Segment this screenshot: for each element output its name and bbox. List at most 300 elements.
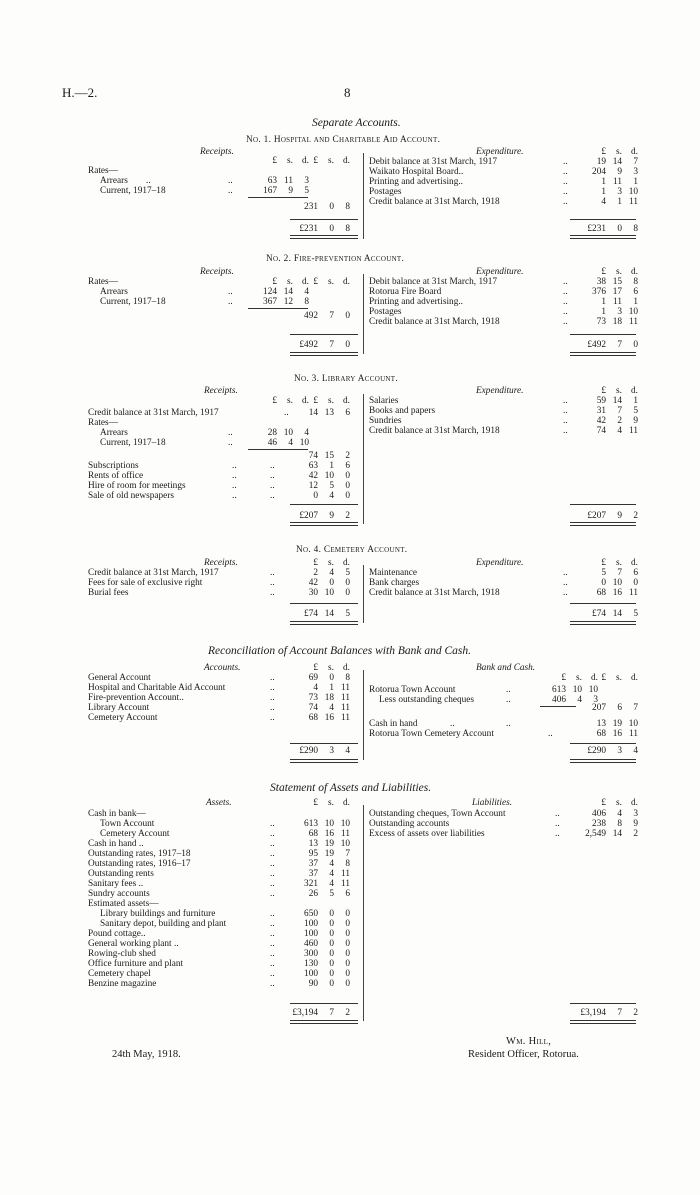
leader-dots: .. (228, 287, 233, 297)
expenditure-item: Salaries (369, 396, 399, 406)
cur-e-s: s. (616, 386, 622, 396)
rates-total-shillings: 15 (324, 451, 334, 461)
account-title: No. 3. Library Account. (294, 374, 398, 384)
cur-r2-d: d. (631, 673, 638, 683)
liability-item: Outstanding accounts (369, 819, 450, 829)
leader-dots: .. (270, 491, 275, 501)
double-rule (570, 621, 636, 625)
bank-value-shillings: 10 (572, 685, 582, 695)
expenditure-value-shillings: 18 (612, 317, 622, 327)
account-item: Cemetery Account (88, 713, 158, 723)
cur-b-pound-sign: £ (313, 277, 318, 287)
cur-e-s: s. (616, 147, 622, 157)
arrears-label: Arrears (100, 428, 128, 438)
rates-total-pounds: 74 (308, 451, 318, 461)
leader-dots: .. (270, 481, 275, 491)
leader-dots: .. (506, 695, 511, 705)
asset-value-pounds: 300 (304, 949, 318, 959)
expenditure-value-pounds: 1 (601, 187, 606, 197)
leader-dots: .. (228, 297, 233, 307)
asset-value-pence: 7 (345, 849, 350, 859)
rates-total-pence: 8 (345, 202, 350, 212)
asset-value-pence: 0 (345, 909, 350, 919)
asset-value-pounds: 650 (304, 909, 318, 919)
leader-dots: .. (270, 578, 275, 588)
asset-value-pence: 11 (341, 829, 350, 839)
receipt-value-pounds: 12 (308, 481, 318, 491)
rule (248, 197, 308, 198)
expenditure-item: Rotorua Fire Board (369, 287, 442, 297)
expenditure-heading: Expenditure. (476, 267, 524, 277)
asset-item: Library buildings and furniture (100, 909, 216, 919)
accounts-total-pounds: £290 (299, 746, 318, 756)
accounts-total-shillings: 3 (329, 746, 334, 756)
rule (570, 743, 636, 744)
expenditure-item: Postages (369, 187, 402, 197)
leader-dots: .. (506, 685, 511, 695)
double-rule (290, 621, 358, 625)
receipt-item: Fees for sale of exclusive right (88, 578, 203, 588)
leader-dots: .. (270, 949, 275, 959)
asset-value-pounds: 100 (304, 919, 318, 929)
liabilities-heading: Liabilities. (472, 798, 513, 808)
asset-value-pounds: 460 (304, 939, 318, 949)
receipt-value-pence: 0 (345, 588, 350, 598)
cur-b-d: d. (343, 277, 350, 287)
asset-value-shillings: 19 (324, 849, 334, 859)
cur-e-pound-sign: £ (601, 147, 606, 157)
section-title: Separate Accounts. (312, 117, 401, 129)
leader-dots: .. (270, 588, 275, 598)
double-rule (290, 759, 358, 763)
cash-value-shillings: 19 (612, 719, 622, 729)
asset-item: Town Account (100, 819, 155, 829)
account-value-shillings: 18 (324, 693, 334, 703)
expenditure-item: Credit balance at 31st March, 1918 (369, 197, 500, 207)
cur-e-pound-sign: £ (601, 386, 606, 396)
leader-dots: .. (232, 471, 237, 481)
cur-a-d: d. (302, 396, 309, 406)
expenditure-item: Debit balance at 31st March, 1917 (369, 157, 498, 167)
receipt-value-shillings: 10 (324, 588, 334, 598)
liabilities-total-pounds: £3,194 (580, 1008, 606, 1018)
expenditure-value-pence: 7 (633, 157, 638, 167)
double-rule (290, 1020, 358, 1024)
arrears-label: Arrears (100, 287, 128, 297)
cur-r1-pound-sign: £ (561, 673, 566, 683)
receipts-total-pence: 8 (345, 224, 350, 234)
accounts-heading: Accounts. (204, 663, 241, 673)
rule (290, 743, 358, 744)
account-value-pounds: 68 (308, 713, 318, 723)
receipt-item: Hire of room for meetings (88, 481, 186, 491)
asset-value-shillings: 10 (324, 819, 334, 829)
expenditure-total-shillings: 7 (617, 340, 622, 350)
expenditure-value-shillings: 10 (612, 578, 622, 588)
current-shillings: 9 (288, 186, 293, 196)
receipt-value-pence: 0 (345, 481, 350, 491)
leader-dots: .. (270, 683, 275, 693)
asset-item: General working plant .. (88, 939, 179, 949)
expenditure-value-shillings: 7 (617, 406, 622, 416)
current-pence: 10 (299, 438, 309, 448)
leader-dots: .. (563, 307, 568, 317)
cur-r-pound-sign: £ (601, 798, 606, 808)
asset-value-shillings: 19 (324, 839, 334, 849)
asset-value-pounds: 37 (308, 859, 318, 869)
bank-total-pounds: £290 (587, 746, 606, 756)
asset-item: Cemetery chapel (88, 969, 151, 979)
receipts-total-pounds: £207 (299, 511, 318, 521)
expenditure-value-pounds: 68 (596, 588, 606, 598)
cur-b-s: s. (328, 277, 334, 287)
rule (570, 603, 636, 604)
leader-dots: .. (270, 939, 275, 949)
expenditure-item: Credit balance at 31st March, 1918 (369, 426, 500, 436)
arrears-label: Arrears (100, 176, 128, 186)
signature-date: 24th May, 1918. (112, 1049, 181, 1060)
expenditure-value-shillings: 3 (617, 307, 622, 317)
asset-item: Benzine magazine (88, 979, 157, 989)
account-value-pounds: 73 (308, 693, 318, 703)
bank-cash-heading: Bank and Cash. (476, 663, 536, 673)
column-divider (363, 670, 364, 760)
credit-balance-label: Credit balance at 31st March, 1917 (88, 408, 219, 418)
liability-value-pounds: 238 (592, 819, 606, 829)
expenditure-value-pence: 0 (633, 578, 638, 588)
asset-item: Outstanding rents (88, 869, 154, 879)
leader-dots: .. (563, 416, 568, 426)
receipt-value-shillings: 0 (329, 578, 334, 588)
asset-value-shillings: 4 (329, 859, 334, 869)
credit-balance-pence: 6 (345, 408, 350, 418)
expenditure-heading: Expenditure. (476, 558, 524, 568)
leader-dots: .. (563, 588, 568, 598)
expenditure-total-pence: 2 (633, 511, 638, 521)
rule (570, 1003, 636, 1004)
expenditure-total-pence: 8 (633, 224, 638, 234)
expenditure-value-shillings: 11 (613, 177, 622, 187)
expenditure-value-pence: 5 (633, 406, 638, 416)
account-value-pence: 11 (341, 703, 350, 713)
leader-dots: .. (563, 187, 568, 197)
leader-dots: .. (270, 819, 275, 829)
expenditure-value-pounds: 74 (596, 426, 606, 436)
leader-dots: .. (270, 929, 275, 939)
expenditure-value-pounds: 1 (601, 177, 606, 187)
net-bank-shillings: 6 (617, 703, 622, 713)
cur-a-pound-sign: £ (272, 277, 277, 287)
cur-e-s: s. (616, 267, 622, 277)
account-value-pence: 11 (341, 683, 350, 693)
receipt-value-pence: 0 (345, 471, 350, 481)
expenditure-value-pounds: 0 (601, 578, 606, 588)
receipts-total-pence: 5 (345, 609, 350, 619)
cemetery-item: Rotorua Town Cemetery Account (369, 729, 494, 739)
leader-dots: .. (228, 176, 233, 186)
cemetery-value-pounds: 68 (596, 729, 606, 739)
cur-b-d: d. (343, 558, 350, 568)
cur-e-d: d. (631, 147, 638, 157)
current-pounds: 46 (267, 438, 277, 448)
expenditure-value-pounds: 19 (596, 157, 606, 167)
leader-dots: .. (228, 428, 233, 438)
asset-item: Cemetery Account (100, 829, 170, 839)
expenditure-value-pence: 11 (629, 588, 638, 598)
cur-a-pound-sign: £ (272, 396, 277, 406)
document-reference: H.—2. (62, 85, 98, 100)
expenditure-value-shillings: 16 (612, 588, 622, 598)
cur-b-pound-sign: £ (313, 558, 318, 568)
asset-value-pounds: 95 (308, 849, 318, 859)
expenditure-value-pence: 11 (629, 317, 638, 327)
cur-b-s: s. (328, 558, 334, 568)
cur-b-d: d. (343, 396, 350, 406)
section-title: Statement of Assets and Liabilities. (270, 782, 432, 794)
expenditure-item: Printing and advertising.. (369, 297, 463, 307)
asset-value-pence: 10 (340, 819, 350, 829)
leader-dots: .. (563, 287, 568, 297)
asset-value-shillings: 0 (329, 909, 334, 919)
expenditure-value-pence: 1 (633, 177, 638, 187)
expenditure-item: Credit balance at 31st March, 1918 (369, 588, 500, 598)
rule (570, 334, 636, 335)
arrears-pence: 3 (304, 176, 309, 186)
double-rule (290, 352, 358, 356)
rates-total-shillings: 0 (329, 202, 334, 212)
receipts-total-pence: 2 (345, 511, 350, 521)
bank-value-pence: 10 (588, 685, 598, 695)
leader-dots: .. (270, 889, 275, 899)
asset-item: Rowing-club shed (88, 949, 156, 959)
liabilities-total-shillings: 7 (617, 1008, 622, 1018)
liability-value-pounds: 2,549 (585, 829, 606, 839)
asset-item: Sanitary depot, building and plant (100, 919, 227, 929)
asset-value-pounds: 37 (308, 869, 318, 879)
double-rule (570, 522, 636, 526)
cur-e-d: d. (631, 386, 638, 396)
asset-value-pence: 0 (345, 919, 350, 929)
account-value-shillings: 1 (329, 683, 334, 693)
cur-a-s: s. (287, 396, 293, 406)
signatory-title: Resident Officer, Rotorua. (468, 1049, 579, 1060)
receipt-item: Subscriptions (88, 461, 139, 471)
arrears-pounds: 63 (267, 176, 277, 186)
leader-dots: .. (563, 568, 568, 578)
page-number: 8 (344, 85, 351, 100)
asset-value-pence: 11 (341, 869, 350, 879)
asset-value-shillings: 16 (324, 829, 334, 839)
current-shillings: 4 (288, 438, 293, 448)
expenditure-value-pence: 8 (633, 277, 638, 287)
receipt-value-shillings: 5 (329, 481, 334, 491)
receipt-value-pence: 6 (345, 461, 350, 471)
double-rule (290, 522, 358, 526)
arrears-pounds: 124 (263, 287, 277, 297)
arrears-pounds: 28 (267, 428, 277, 438)
account-value-shillings: 4 (329, 703, 334, 713)
account-value-shillings: 16 (324, 713, 334, 723)
assets-total-pence: 2 (345, 1008, 350, 1018)
asset-value-shillings: 0 (329, 969, 334, 979)
double-rule (570, 235, 636, 239)
bank-total-shillings: 3 (617, 746, 622, 756)
asset-value-pounds: 130 (304, 959, 318, 969)
leader-dots: .. (563, 406, 568, 416)
expenditure-value-pence: 11 (629, 426, 638, 436)
cemetery-value-pence: 11 (629, 729, 638, 739)
expenditure-value-pounds: 59 (596, 396, 606, 406)
account-title: No. 2. Fire-prevention Account. (266, 254, 405, 264)
asset-value-shillings: 0 (329, 939, 334, 949)
receipts-total-pounds: £492 (299, 340, 318, 350)
liability-item: Outstanding cheques, Town Account (369, 809, 506, 819)
current-shillings: 12 (283, 297, 293, 307)
rule (290, 334, 358, 335)
asset-value-pence: 10 (340, 839, 350, 849)
bank-total-pence: 4 (633, 746, 638, 756)
current-pence: 5 (304, 186, 309, 196)
cur-e-pound-sign: £ (601, 558, 606, 568)
receipts-total-pence: 0 (345, 340, 350, 350)
arrears-shillings: 14 (283, 287, 293, 297)
receipts-heading: Receipts. (200, 147, 234, 157)
expenditure-heading: Expenditure. (476, 386, 524, 396)
asset-value-pence: 0 (345, 979, 350, 989)
asset-value-pounds: 26 (308, 889, 318, 899)
asset-value-shillings: 4 (329, 879, 334, 889)
leader-dots: .. (270, 869, 275, 879)
expenditure-total-pence: 0 (633, 340, 638, 350)
expenditure-value-pence: 10 (628, 187, 638, 197)
double-rule (570, 1020, 636, 1024)
expenditure-value-pence: 6 (633, 287, 638, 297)
rates-total-pence: 0 (345, 311, 350, 321)
leader-dots: .. (270, 969, 275, 979)
rule (290, 219, 358, 220)
asset-value-pence: 8 (345, 859, 350, 869)
bank-value-shillings: 4 (577, 695, 582, 705)
asset-value-pence: 0 (345, 969, 350, 979)
credit-balance-shillings: 13 (324, 408, 334, 418)
expenditure-value-shillings: 17 (612, 287, 622, 297)
expenditure-value-pence: 3 (633, 167, 638, 177)
leader-dots: .. (146, 176, 151, 186)
receipt-value-pence: 0 (345, 578, 350, 588)
asset-value-shillings: 5 (329, 889, 334, 899)
leader-dots: .. (563, 197, 568, 207)
leader-dots: .. (270, 909, 275, 919)
leader-dots: .. (232, 461, 237, 471)
rates-label: Rates— (88, 277, 118, 287)
cur-b-d: d. (343, 156, 350, 166)
leader-dots: .. (270, 568, 275, 578)
leader-dots: .. (563, 177, 568, 187)
asset-item: Estimated assets— (88, 899, 159, 909)
account-item: General Account (88, 673, 151, 683)
leader-dots: .. (232, 481, 237, 491)
asset-value-pounds: 90 (308, 979, 318, 989)
cur-l-pound-sign: £ (313, 798, 318, 808)
asset-value-pounds: 68 (308, 829, 318, 839)
asset-item: Cash in hand .. (88, 839, 144, 849)
receipt-value-pounds: 42 (308, 471, 318, 481)
current-label: Current, 1917–18 (100, 297, 166, 307)
expenditure-value-pounds: 1 (601, 307, 606, 317)
bank-item: Less outstanding cheques (379, 695, 475, 705)
leader-dots: .. (270, 849, 275, 859)
asset-item: Outstanding rates, 1917–18 (88, 849, 191, 859)
account-item: Library Account (88, 703, 150, 713)
liability-item: Excess of assets over liabilities (369, 829, 485, 839)
double-rule (570, 759, 636, 763)
expenditure-item: Credit balance at 31st March, 1918 (369, 317, 500, 327)
receipts-total-shillings: 7 (329, 340, 334, 350)
leader-dots: .. (563, 297, 568, 307)
expenditure-heading: Expenditure. (476, 147, 524, 157)
receipt-value-shillings: 4 (329, 568, 334, 578)
cur-r2-pound-sign: £ (601, 673, 606, 683)
asset-item: Outstanding rates, 1916–17 (88, 859, 191, 869)
asset-item: Office furniture and plant (88, 959, 184, 969)
leader-dots: .. (270, 839, 275, 849)
account-value-shillings: 0 (329, 673, 334, 683)
receipt-item: Burial fees (88, 588, 129, 598)
expenditure-value-pence: 11 (629, 197, 638, 207)
current-pounds: 167 (263, 186, 277, 196)
column-divider (363, 805, 364, 1021)
leader-dots: .. (270, 829, 275, 839)
liability-value-pounds: 406 (592, 809, 606, 819)
cur-e-pound-sign: £ (601, 267, 606, 277)
expenditure-value-pence: 1 (633, 396, 638, 406)
leader-dots: .. (563, 167, 568, 177)
expenditure-value-pence: 6 (633, 568, 638, 578)
expenditure-value-pence: 10 (628, 307, 638, 317)
cur-a-s: s. (287, 277, 293, 287)
leader-dots: .. (450, 719, 455, 729)
expenditure-item: Debit balance at 31st March, 1917 (369, 277, 498, 287)
receipt-value-shillings: 10 (324, 471, 334, 481)
cur-a-d: d. (302, 156, 309, 166)
leader-dots: .. (270, 859, 275, 869)
rule (248, 308, 308, 309)
asset-item: Cash in bank— (88, 809, 146, 819)
asset-value-pence: 0 (345, 949, 350, 959)
receipts-total-shillings: 9 (329, 511, 334, 521)
cur-b-s: s. (328, 156, 334, 166)
cash-value-pence: 10 (628, 719, 638, 729)
liability-value-pence: 3 (633, 809, 638, 819)
signatory-name: Wm. Hill, (506, 1036, 552, 1047)
receipts-total-pounds: £74 (304, 609, 318, 619)
expenditure-value-pounds: 4 (601, 197, 606, 207)
asset-value-pence: 0 (345, 939, 350, 949)
current-pence: 8 (304, 297, 309, 307)
leader-dots: .. (270, 693, 275, 703)
account-item: Fire-prevention Account.. (88, 693, 184, 703)
expenditure-value-shillings: 11 (613, 297, 622, 307)
accounts-total-pence: 4 (345, 746, 350, 756)
account-value-pounds: 4 (313, 683, 318, 693)
cur-r-s: s. (616, 798, 622, 808)
leader-dots: .. (270, 471, 275, 481)
expenditure-total-pence: 5 (633, 609, 638, 619)
expenditure-value-pounds: 31 (596, 406, 606, 416)
expenditure-value-shillings: 14 (612, 396, 622, 406)
receipts-total-pounds: £231 (299, 224, 318, 234)
arrears-pence: 4 (304, 428, 309, 438)
